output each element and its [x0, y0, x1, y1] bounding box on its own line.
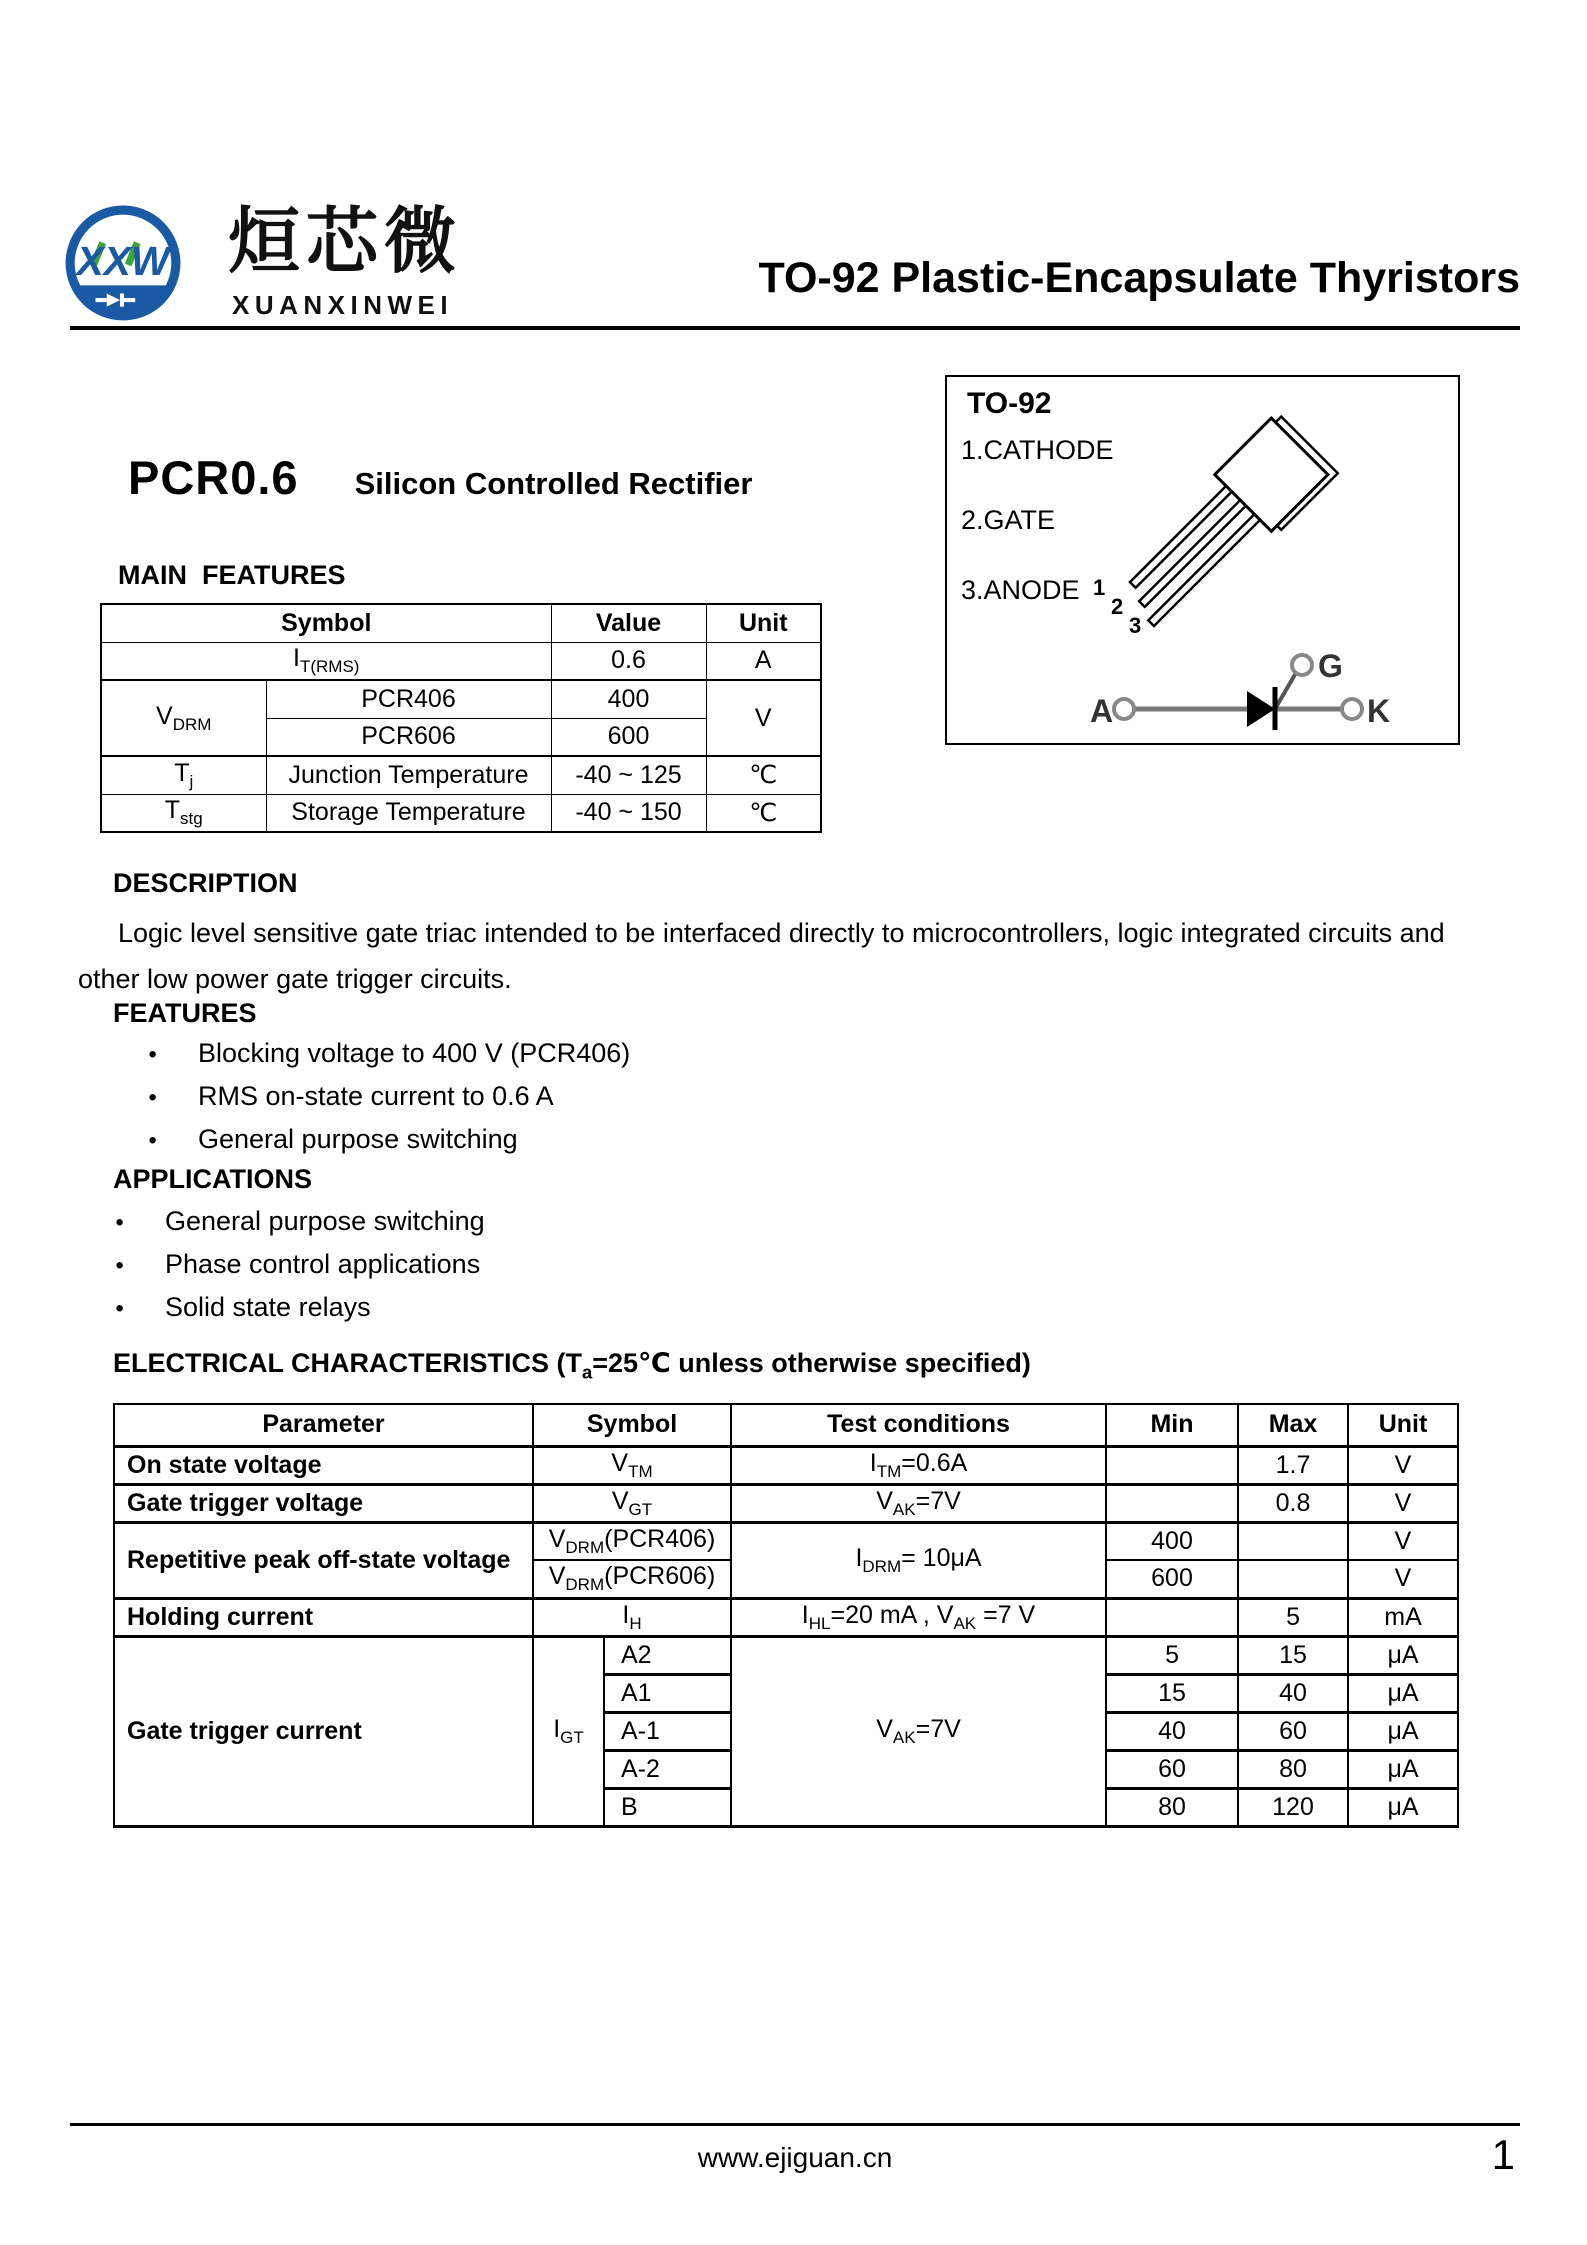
- main-features-heading: MAIN FEATURES: [118, 560, 346, 590]
- footer-divider: [70, 2123, 1520, 2126]
- ec-max: 1.7: [1238, 1446, 1348, 1484]
- ec-max: 15: [1238, 1636, 1348, 1674]
- mf-tstg-unit: ℃: [706, 794, 821, 832]
- ec-min: 400: [1106, 1522, 1238, 1560]
- mf-tstg-label: Storage Temperature: [266, 794, 551, 832]
- ec-min: [1106, 1446, 1238, 1484]
- ec-unit: μA: [1348, 1636, 1458, 1674]
- pin-label-anode: 3.ANODE: [961, 575, 1080, 605]
- mf-itrms-unit: A: [706, 642, 821, 680]
- mf-tj-value: -40 ~ 125: [551, 756, 706, 794]
- ec-conditions: $I_{TM}=0.6A$: [731, 1446, 1106, 1484]
- ec-min: 40: [1106, 1712, 1238, 1750]
- table-row-itrms: [101, 642, 821, 680]
- electrical-heading: ELECTRICAL CHARACTERISTICS ($T_a=25℃$ unless otherwise specified): [113, 1348, 1031, 1383]
- list-item: ● Blocking voltage to 400 V (PCR406): [148, 1032, 630, 1075]
- applications-list: [115, 1200, 485, 1329]
- ec-max: 60: [1238, 1712, 1348, 1750]
- ec-conditions: $I_{HL}=20$ mA , $V_{AK} =7$ V: [731, 1598, 1106, 1636]
- ec-unit: μA: [1348, 1788, 1458, 1826]
- header-divider: [70, 326, 1520, 330]
- ec-grade: B: [604, 1788, 731, 1826]
- ec-col-max: Max: [1238, 1404, 1348, 1446]
- table-header-row: [114, 1404, 1458, 1446]
- ec-max: [1238, 1560, 1348, 1598]
- description-text: Logic level sensitive gate triac intended to be interfaced directly to microcontrollers, logic integrated circuits and other low power gate trigger circuits.: [78, 918, 1445, 994]
- pin-label-cathode: 1.CATHODE: [961, 435, 1114, 465]
- table-row-holding-current: [114, 1598, 1458, 1636]
- table-row-vdrm-406: [114, 1522, 1458, 1560]
- ec-max: 0.8: [1238, 1484, 1348, 1522]
- ec-min: [1106, 1484, 1238, 1522]
- mf-tj-symbol: $T_j$: [101, 756, 266, 794]
- electrical-characteristics-table: [113, 1403, 1459, 1828]
- features-heading: FEATURES: [113, 998, 257, 1028]
- ec-max: [1238, 1522, 1348, 1560]
- mf-vdrm-symbol: $V_{DRM}$: [101, 680, 266, 756]
- ec-symbol: $V_{DRM}(PCR606)$: [533, 1560, 731, 1598]
- pin-label-gate: 2.GATE: [961, 505, 1056, 535]
- mf-vdrm-label-406: PCR406: [266, 680, 551, 718]
- table-row-vdrm-406: [101, 680, 821, 718]
- mf-col-symbol: Symbol: [101, 604, 551, 642]
- ec-unit: μA: [1348, 1712, 1458, 1750]
- mf-vdrm-value-606: 600: [551, 718, 706, 756]
- ec-unit: V: [1348, 1484, 1458, 1522]
- ec-col-unit: Unit: [1348, 1404, 1458, 1446]
- ec-param: On state voltage: [114, 1446, 533, 1484]
- ec-param: Repetitive peak off-state voltage: [114, 1522, 533, 1598]
- ec-unit: μA: [1348, 1750, 1458, 1788]
- thyristor-symbol: [1090, 648, 1390, 730]
- mf-col-unit: Unit: [706, 604, 821, 642]
- pin-number-3: 3: [1129, 613, 1142, 638]
- ec-min: 5: [1106, 1636, 1238, 1674]
- ec-param: Gate trigger current: [114, 1636, 533, 1826]
- ec-symbol: $V_{GT}$: [533, 1484, 731, 1522]
- ec-col-conditions: Test conditions: [731, 1404, 1106, 1446]
- mf-vdrm-label-606: PCR606: [266, 718, 551, 756]
- table-row-on-state-voltage: [114, 1446, 1458, 1484]
- ec-grade: A2: [604, 1636, 731, 1674]
- list-item: ● RMS on-state current to 0.6 A: [148, 1075, 630, 1118]
- list-item: ● Solid state relays: [115, 1286, 485, 1329]
- ec-col-min: Min: [1106, 1404, 1238, 1446]
- part-title-line: [128, 450, 752, 505]
- list-item: ● General purpose switching: [115, 1200, 485, 1243]
- company-name-en: XUANXINWEI: [232, 290, 454, 320]
- ec-unit: V: [1348, 1522, 1458, 1560]
- part-number: PCR0.6: [128, 451, 299, 504]
- ec-grade: A-1: [604, 1712, 731, 1750]
- ec-min: 60: [1106, 1750, 1238, 1788]
- ec-max: 5: [1238, 1598, 1348, 1636]
- mf-itrms-value: 0.6: [551, 642, 706, 680]
- schematic-label-anode: A: [1090, 693, 1114, 729]
- ec-unit: V: [1348, 1560, 1458, 1598]
- list-item: ● General purpose switching: [148, 1118, 630, 1161]
- ec-symbol: $V_{DRM}(PCR406)$: [533, 1522, 731, 1560]
- list-item: ● Phase control applications: [115, 1243, 485, 1286]
- company-name-cn: 烜芯微: [228, 202, 463, 282]
- main-features-table: [100, 603, 822, 833]
- table-row-tstg: [101, 794, 821, 832]
- ec-max: 40: [1238, 1674, 1348, 1712]
- ec-min: 600: [1106, 1560, 1238, 1598]
- mf-tj-label: Junction Temperature: [266, 756, 551, 794]
- mf-itrms-symbol: $I_{T(RMS)}$: [101, 642, 551, 680]
- table-row-tj: [101, 756, 821, 794]
- ec-conditions: $V_{AK}=7V$: [731, 1484, 1106, 1522]
- ec-param: Gate trigger voltage: [114, 1484, 533, 1522]
- pin-number-2: 2: [1111, 594, 1124, 619]
- mf-vdrm-unit: V: [706, 680, 821, 756]
- ec-conditions: $V_{AK}=7V$: [731, 1636, 1106, 1826]
- footer-website: www.ejiguan.cn: [697, 2142, 893, 2173]
- ec-grade: A1: [604, 1674, 731, 1712]
- ec-min: [1106, 1598, 1238, 1636]
- ec-unit: mA: [1348, 1598, 1458, 1636]
- ec-symbol: $V_{TM}$: [533, 1446, 731, 1484]
- ec-grade: A-2: [604, 1750, 731, 1788]
- features-list: [148, 1032, 630, 1161]
- ec-max: 120: [1238, 1788, 1348, 1826]
- ec-min: 80: [1106, 1788, 1238, 1826]
- package-outline-box: [945, 375, 1460, 745]
- ec-col-parameter: Parameter: [114, 1404, 533, 1446]
- table-header-row: [101, 604, 821, 642]
- package-name: TO-92: [967, 387, 1052, 420]
- applications-heading: APPLICATIONS: [113, 1164, 313, 1194]
- ec-unit: μA: [1348, 1674, 1458, 1712]
- schematic-label-cathode: K: [1367, 693, 1391, 729]
- ec-unit: V: [1348, 1446, 1458, 1484]
- mf-col-value: Value: [551, 604, 706, 642]
- schematic-label-gate: G: [1318, 648, 1343, 684]
- table-row-gate-trigger-voltage: [114, 1484, 1458, 1522]
- mf-tstg-value: -40 ~ 150: [551, 794, 706, 832]
- mf-tj-unit: ℃: [706, 756, 821, 794]
- ec-param: Holding current: [114, 1598, 533, 1636]
- part-name: Silicon Controlled Rectifier: [354, 466, 753, 501]
- footer-page-number: 1: [1491, 2131, 1515, 2178]
- mf-vdrm-value-406: 400: [551, 680, 706, 718]
- ec-symbol: $I_{GT}$: [533, 1636, 604, 1826]
- company-logo-icon: [62, 204, 184, 326]
- ec-max: 80: [1238, 1750, 1348, 1788]
- logo-letters: XXW: [76, 238, 170, 285]
- package-drawing: [947, 377, 1462, 747]
- description-heading: DESCRIPTION: [113, 868, 298, 898]
- pin-number-1: 1: [1093, 575, 1106, 600]
- document-title: TO-92 Plastic-Encapsulate Thyristors: [758, 254, 1520, 302]
- ec-min: 15: [1106, 1674, 1238, 1712]
- ec-col-symbol: Symbol: [533, 1404, 731, 1446]
- ec-symbol: $I_H$: [533, 1598, 731, 1636]
- mf-tstg-symbol: $T_{stg}$: [101, 794, 266, 832]
- table-row-igt-a2: [114, 1636, 1458, 1674]
- ec-conditions: $I_{DRM}= 10\mu A$: [731, 1522, 1106, 1598]
